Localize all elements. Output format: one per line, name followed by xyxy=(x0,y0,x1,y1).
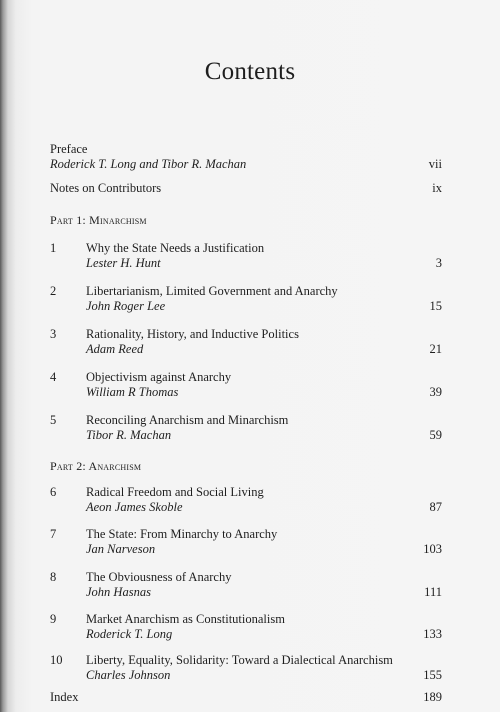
chapter-author: Roderick T. Long xyxy=(86,627,173,641)
chapter-page: 111 xyxy=(424,585,442,599)
chapter-page: 133 xyxy=(423,627,442,641)
index-title: Index xyxy=(50,690,79,704)
chapter-author: William R Thomas xyxy=(86,385,179,399)
contributors-page: ix xyxy=(432,181,442,195)
chapter-number: 1 xyxy=(50,241,57,255)
chapter-author: Lester H. Hunt xyxy=(86,256,161,270)
index-page: 189 xyxy=(423,690,442,704)
chapter-title: Market Anarchism as Constitutionalism xyxy=(86,612,285,626)
chapter-title: The Obviousness of Anarchy xyxy=(86,570,232,584)
chapter-number: 7 xyxy=(50,527,57,541)
chapter-number: 8 xyxy=(50,570,57,584)
chapter-title: Radical Freedom and Social Living xyxy=(86,485,264,499)
chapter-page: 103 xyxy=(423,542,442,556)
chapter-number: 10 xyxy=(50,653,63,667)
preface-page: vii xyxy=(428,157,442,171)
preface-authors: Roderick T. Long and Tibor R. Machan xyxy=(50,157,247,171)
chapter-title: Liberty, Equality, Solidarity: Toward a Dialectical Anarchism xyxy=(86,653,393,667)
part-2-heading: Part 2: Anarchism xyxy=(50,459,142,473)
chapter-author: John Roger Lee xyxy=(86,299,166,313)
chapter-number: 9 xyxy=(50,612,57,626)
chapter-author: John Hasnas xyxy=(86,585,151,599)
chapter-author: Jan Narveson xyxy=(86,542,156,556)
chapter-title: The State: From Minarchy to Anarchy xyxy=(86,527,278,541)
chapter-author: Aeon James Skoble xyxy=(86,500,183,514)
chapter-page: 3 xyxy=(435,256,442,270)
chapter-author: Adam Reed xyxy=(86,342,144,356)
part-1-heading: Part 1: Minarchism xyxy=(50,213,147,227)
chapter-page: 59 xyxy=(429,428,442,442)
chapter-number: 5 xyxy=(50,413,57,427)
chapter-number: 3 xyxy=(50,327,57,341)
chapter-page: 39 xyxy=(429,385,442,399)
chapter-page: 87 xyxy=(429,500,442,514)
chapter-author: Tibor R. Machan xyxy=(86,428,172,442)
chapter-page: 21 xyxy=(429,342,442,356)
contributors-title: Notes on Contributors xyxy=(50,181,162,195)
chapter-number: 2 xyxy=(50,284,57,298)
preface-title: Preface xyxy=(50,142,88,156)
page-title: Contents xyxy=(204,58,296,85)
chapter-page: 155 xyxy=(423,668,442,682)
chapter-author: Charles Johnson xyxy=(86,668,171,682)
chapter-title: Objectivism against Anarchy xyxy=(86,370,232,384)
chapter-title: Reconciling Anarchism and Minarchism xyxy=(86,413,289,427)
chapter-title: Rationality, History, and Inductive Politics xyxy=(86,327,299,341)
chapter-number: 6 xyxy=(50,485,57,499)
chapter-number: 4 xyxy=(50,370,57,384)
chapter-page: 15 xyxy=(429,299,442,313)
chapter-title: Libertarianism, Limited Government and Anarchy xyxy=(86,284,338,298)
chapter-title: Why the State Needs a Justification xyxy=(86,241,265,255)
